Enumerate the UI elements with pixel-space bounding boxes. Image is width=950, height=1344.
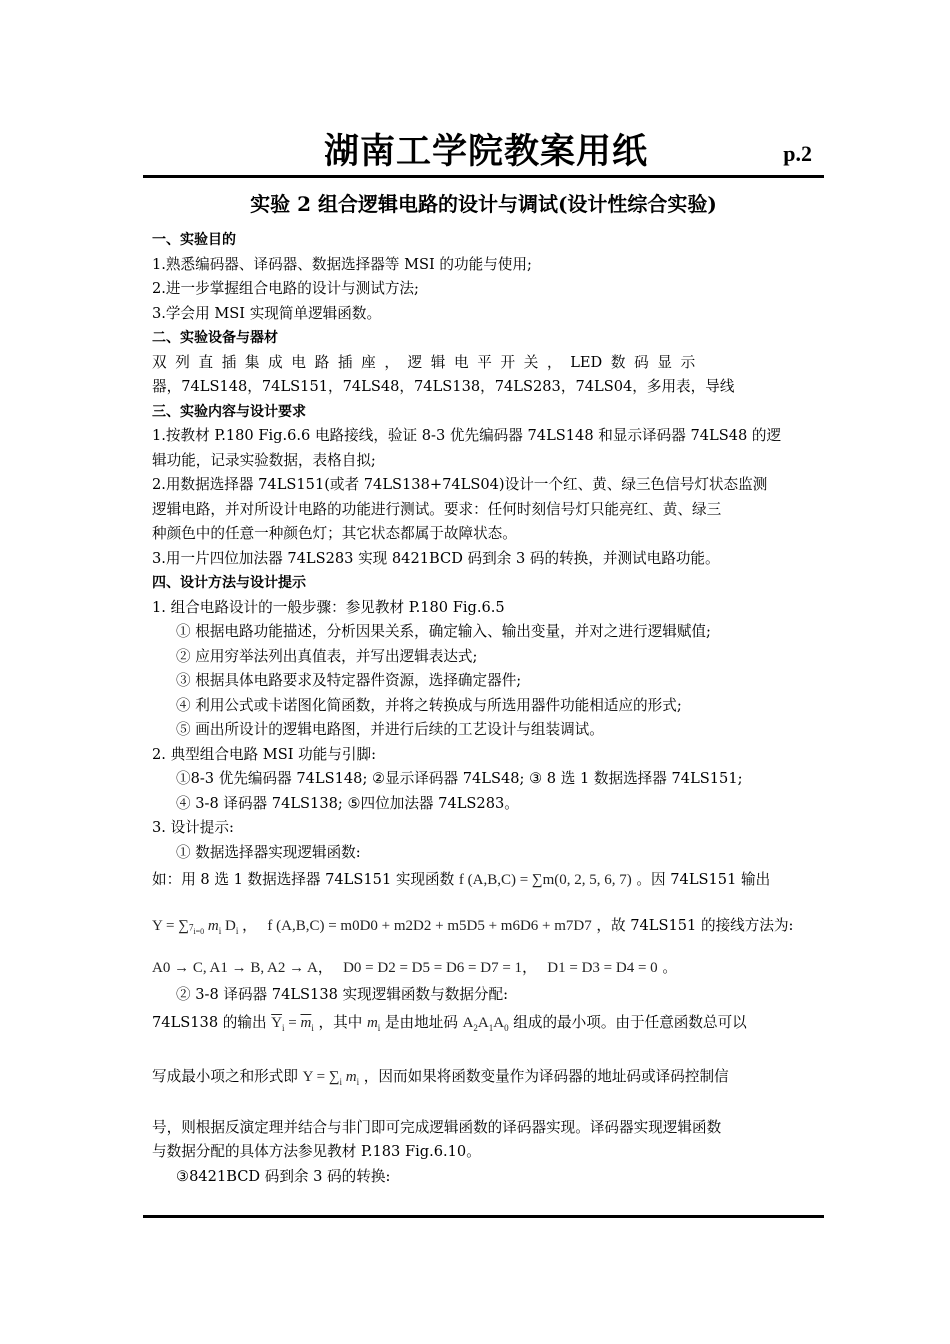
method-step: ⑤ 画出所设计的逻辑电路图，并进行后续的工艺设计与组装调试。 <box>176 721 604 738</box>
wiring-intro: ，故 74LS151 的接线方法为: <box>596 917 794 934</box>
method-step: ④ 利用公式或卡诺图化简函数，并将之转换成与所选用器件功能相适应的形式; <box>176 696 682 714</box>
method-step: ② 应用穷举法列出真值表，并写出逻辑表达式; <box>176 647 478 665</box>
section-heading-equipment: 二、实验设备与器材 <box>152 330 278 346</box>
content-line: 3.用一片四位加法器 74LS283 实现 8421BCD 码到余 3 码的转换，并测试电路功能。 <box>152 549 720 567</box>
decoder-text: ，其中 <box>318 1013 363 1031</box>
decoder-text: 写成最小项之和形式即 <box>152 1067 298 1085</box>
content-line: 逻辑电路，并对所设计电路的功能进行测试。要求：任何时刻信号灯只能亮红、黄、绿三 <box>152 500 722 518</box>
content-line: 1.按教材 P.180 Fig.6.6 电路接线，验证 8-3 优先编码器 74LS148 和显示译码器 74LS48 的逻 <box>152 427 782 444</box>
example-text-end: 。因 74LS151 输出 <box>636 871 771 888</box>
decoder-text: 是由地址码 <box>384 1013 458 1031</box>
function-expansion: f (A,B,C) = m0D0 + m2D2 + m5D5 + m6D6 + m7D7 <box>267 918 592 934</box>
objective-item: 2.进一步掌握组合电路的设计与测试方法; <box>152 280 419 297</box>
document-body <box>152 228 816 1189</box>
section-heading-method: 四、设计方法与设计提示 <box>152 575 306 591</box>
footer-rule <box>143 1215 824 1218</box>
page-header <box>143 128 824 176</box>
method-step: ① 根据电路功能描述，分析因果关系，确定输入、输出变量，并对之进行逻辑赋值; <box>176 623 711 640</box>
msi-heading: 2. 典型组合电路 MSI 功能与引脚: <box>152 745 376 763</box>
decoder-output-formula: $\overline{Y}_i = \overline{m}_i$ <box>271 1014 314 1033</box>
minterm-symbol: $m_i$ <box>366 1014 381 1033</box>
example-line <box>152 865 816 895</box>
document-title: 实验 2 组合逻辑电路的设计与调试(设计性综合实验) <box>250 192 717 216</box>
hint-heading: 3. 设计提示: <box>152 819 234 836</box>
decoder-line: 与数据分配的具体方法参见教材 P.183 Fig.6.10。 <box>152 1143 481 1160</box>
hint-bcd: ③8421BCD 码到余 3 码的转换: <box>176 1167 391 1185</box>
output-formula: $Y = \sum_{^7i=0}$ $m_i$ $D_i$ <box>152 918 239 936</box>
content-line: 辑功能，记录实验数据，表格自拟; <box>152 451 376 469</box>
decoder-line: 号，则根据反演定理并结合与非门即可完成逻辑函数的译码器实现。译码器实现逻辑函数 <box>152 1118 722 1136</box>
equipment-line: 双 列 直 插 集 成 电 路 插 座 ， 逻 辑 电 平 开 关 ， LED 数 码 显 示 <box>152 353 696 371</box>
sentence-end: 。 <box>662 959 677 976</box>
header-rule <box>143 175 824 178</box>
header-title: 湖南工学院教案用纸 <box>324 132 649 172</box>
content-line: 种颜色中的任意一种颜色灯；其它状态都属于故障状态。 <box>152 525 517 542</box>
data-low-mapping: D1 = D3 = D4 = 0 <box>547 960 658 976</box>
objective-item: 3.学会用 MSI 实现简单逻辑函数。 <box>152 304 382 322</box>
equipment-line: 器，74LS148，74LS151，74LS48，74LS138，74LS283，74LS04，多用表，导线 <box>152 378 735 395</box>
page-number: p.2 <box>783 141 812 166</box>
content-line: 2.用数据选择器 74LS151(或者 74LS138+74LS04)设计一个红、黄、绿三色信号灯状态监测 <box>152 476 768 493</box>
decoder-text: 组成的最小项。由于任意函数总可以 <box>513 1013 747 1031</box>
method-paragraph: 1. 组合电路设计的一般步骤：参见教材 P.180 Fig.6.5 <box>152 598 505 616</box>
hint-decoder: ② 3-8 译码器 74LS138 实现逻辑函数与数据分配: <box>176 986 508 1003</box>
decoder-line <box>152 1062 816 1092</box>
section-heading-objectives: 一、实验目的 <box>152 232 236 248</box>
msi-list: ①8-3 优先编码器 74LS148; ②显示译码器 74LS48; ③ 8 选 1 数据选择器 74LS151; <box>176 770 743 787</box>
minterm-sum-formula: $Y = \sum_i$ $m_i$ <box>302 1068 360 1087</box>
decoder-text: ，因而如果将函数变量作为译码器的地址码或译码控制信 <box>363 1067 729 1085</box>
objective-item: 1.熟悉编码器、译码器、数据选择器等 MSI 的功能与使用; <box>152 255 532 273</box>
data-high-mapping: D0 = D2 = D5 = D6 = D7 = 1 <box>343 960 523 976</box>
decoder-text: 74LS138 的输出 <box>152 1013 267 1031</box>
msi-list: ④ 3-8 译码器 74LS138; ⑤四位加法器 74LS283。 <box>176 794 519 812</box>
example-text: 如：用 8 选 1 数据选择器 74LS151 实现函数 <box>152 871 455 888</box>
example-formula: f (A,B,C) = ∑m(0, 2, 5, 6, 7) <box>458 872 632 888</box>
decoder-line <box>152 1008 816 1038</box>
address-mapping: A0 → C, A1 → B, A2 → A <box>152 960 318 976</box>
formula-line-wiring: A0 → C, A1 → B, A2 → A， D0 = D2 = D5 = D6 = D7 = 1， D1 = D3 = D4 = 0 。 <box>152 959 677 976</box>
address-code: $A_2A_1A_0$ <box>462 1014 509 1033</box>
formula-line-output <box>152 911 816 941</box>
hint-mux: ① 数据选择器实现逻辑函数: <box>176 843 361 861</box>
section-heading-content: 三、实验内容与设计要求 <box>152 403 306 420</box>
method-step: ③ 根据具体电路要求及特定器件资源，选择确定器件; <box>176 672 522 689</box>
separator: ， <box>242 917 257 934</box>
